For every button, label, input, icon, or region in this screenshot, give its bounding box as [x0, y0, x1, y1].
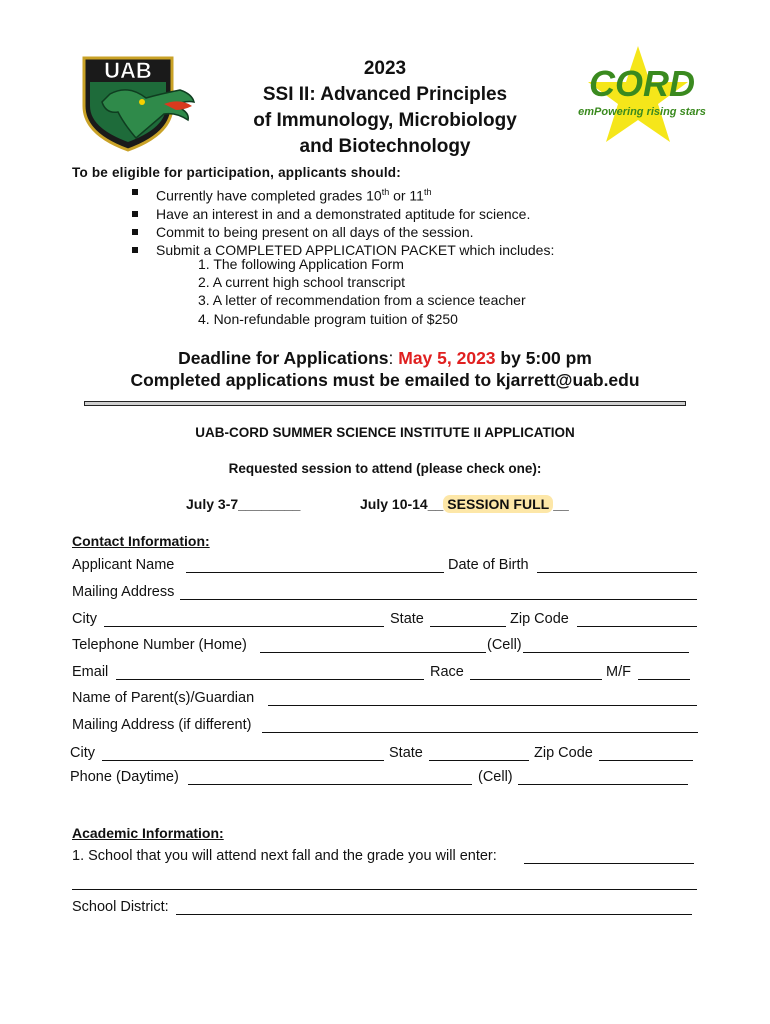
applicant-name-label: Applicant Name	[72, 557, 175, 573]
daytime-phone-field[interactable]	[188, 783, 472, 785]
session-full-badge: SESSION FULL	[443, 495, 553, 513]
deadline-date: May 5, 2023	[398, 348, 496, 368]
packet-item: 1. The following Application Form	[198, 256, 404, 272]
email-field[interactable]	[116, 678, 424, 680]
cell-field[interactable]	[523, 651, 689, 653]
state2-field[interactable]	[429, 759, 529, 761]
zip2-label: Zip Code	[534, 745, 593, 761]
city-field[interactable]	[104, 625, 384, 627]
cord-tagline: emPowering rising stars	[578, 106, 706, 118]
session-option-july-10-14[interactable]: July 10-14__ SESSION FULL __	[360, 496, 569, 512]
eligibility-item-interest: Have an interest in and a demonstrated aptitude for science.	[130, 205, 554, 223]
mailing-address-field[interactable]	[180, 598, 697, 600]
mailing-address-label: Mailing Address	[72, 584, 175, 600]
zip-field[interactable]	[577, 625, 697, 627]
alt-mailing-address-label: Mailing Address (if different)	[72, 717, 252, 733]
parent-name-label: Name of Parent(s)/Guardian	[72, 690, 255, 706]
eligibility-item-commit: Commit to being present on all days of the session.	[130, 223, 554, 241]
school-district-label: School District:	[72, 899, 169, 915]
session-request-label: Requested session to attend (please check one):	[228, 461, 542, 476]
city-label: City	[72, 611, 97, 627]
state-field[interactable]	[430, 625, 506, 627]
contact-heading: Contact Information:	[72, 533, 210, 549]
eligibility-intro: To be eligible for participation, applicants should:	[72, 165, 401, 180]
cord-logo	[566, 42, 716, 152]
state-label: State	[390, 611, 424, 627]
title-line-2: SSI II: Advanced Principles	[262, 84, 508, 105]
session-option-july-3-7[interactable]: July 3-7________	[186, 496, 301, 512]
title-line-4: and Biotechnology	[299, 136, 471, 157]
eligibility-item-grades: Currently have completed grades 10th or 11th	[130, 183, 554, 205]
school-question: 1. School that you will attend next fall and the grade you will enter:	[72, 848, 497, 864]
daytime-phone-label: Phone (Daytime)	[70, 769, 179, 785]
uab-logo-text: UAB	[104, 58, 152, 83]
city2-label: City	[70, 745, 95, 761]
dob-field[interactable]	[537, 571, 697, 573]
title-year: 2023	[363, 58, 407, 79]
mf-label: M/F	[606, 664, 631, 680]
application-title: UAB-CORD SUMMER SCIENCE INSTITUTE II APPLICATION	[195, 425, 575, 440]
packet-item: 4. Non-refundable program tuition of $250	[198, 310, 458, 327]
state2-label: State	[389, 745, 423, 761]
alt-mailing-address-field[interactable]	[262, 731, 698, 733]
dob-label: Date of Birth	[448, 557, 529, 573]
parent-name-field[interactable]	[268, 704, 697, 706]
school-field[interactable]	[524, 862, 694, 864]
zip-label: Zip Code	[510, 611, 569, 627]
school-district-field[interactable]	[176, 913, 692, 915]
race-field[interactable]	[470, 678, 602, 680]
home-phone-label: Telephone Number (Home)	[72, 637, 247, 653]
packet-item: 2. A current high school transcript	[198, 274, 405, 291]
eligibility-item-submit: Submit a COMPLETED APPLICATION PACKET which includes:	[130, 241, 554, 259]
mf-field[interactable]	[638, 678, 690, 680]
packet-list	[198, 255, 526, 328]
cell2-label: (Cell)	[478, 769, 513, 785]
cord-logo-text: CORD	[589, 63, 695, 104]
page-title	[230, 56, 540, 160]
title-line-3: of Immunology, Microbiology	[253, 110, 517, 131]
deadline-email: Completed applications must be emailed to kjarrett@uab.edu	[130, 370, 640, 390]
deadline-block: Deadline for Applications: May 5, 2023 by 5:00 pm Completed applications must be emailed to kjarrett@uab.edu	[0, 347, 770, 391]
cell2-field[interactable]	[518, 783, 688, 785]
school-field-continued[interactable]	[72, 888, 697, 890]
zip2-field[interactable]	[599, 759, 693, 761]
deadline-time: by 5:00 pm	[495, 348, 592, 368]
cell-label: (Cell)	[487, 637, 522, 653]
home-phone-field[interactable]	[260, 651, 486, 653]
applicant-name-field[interactable]	[186, 571, 444, 573]
section-divider	[84, 401, 686, 406]
race-label: Race	[430, 664, 464, 680]
packet-item: 3. A letter of recommendation from a science teacher	[198, 292, 526, 309]
deadline-label: Deadline for Applications	[178, 348, 389, 368]
uab-logo	[80, 54, 196, 154]
academic-heading: Academic Information:	[72, 825, 224, 841]
city2-field[interactable]	[102, 759, 384, 761]
email-label: Email	[72, 664, 109, 680]
eligibility-list	[130, 183, 554, 259]
